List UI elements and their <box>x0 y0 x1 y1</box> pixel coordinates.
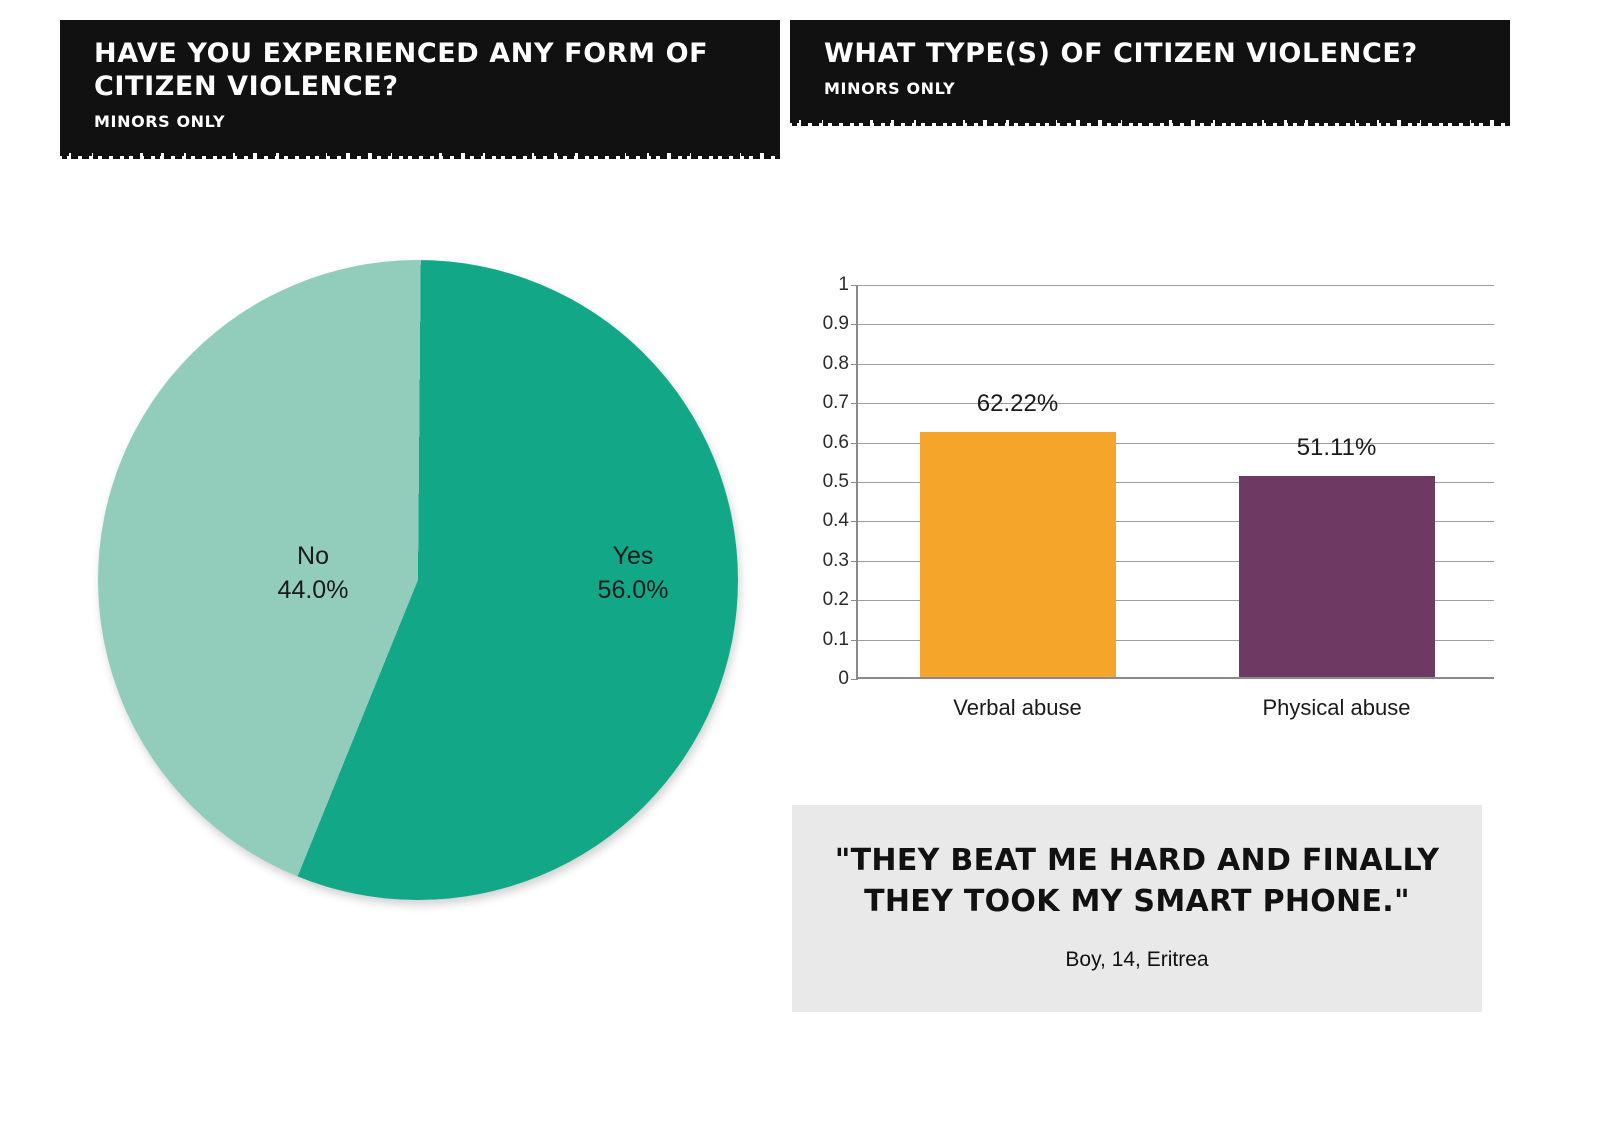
quote-box <box>792 805 1482 1012</box>
bar-value-label: 51.11% <box>1296 433 1377 461</box>
y-axis-tick-label: 1 <box>838 274 849 295</box>
y-axis-tick-mark <box>851 324 858 325</box>
pie-chart-subtitle: MINORS ONLY <box>94 111 226 131</box>
y-axis-tick-mark <box>851 482 858 483</box>
y-axis-tick-label: 0.8 <box>822 352 849 374</box>
pie-slice-name-no: No <box>297 542 329 570</box>
pie-slice-value-no: 44.0% <box>277 575 349 604</box>
bar-chart <box>800 255 1500 725</box>
pie-slice-value-yes: 56.0% <box>597 575 669 604</box>
pie-slice-name-yes: Yes <box>612 542 654 570</box>
pie-chart <box>98 260 738 900</box>
y-axis-tick-label: 0.6 <box>822 431 849 453</box>
gridline <box>858 324 1494 325</box>
bar-chart-title: WHAT TYPE(S) OF CITIZEN VIOLENCE? <box>824 38 1418 69</box>
gridline <box>858 285 1494 286</box>
y-axis-tick-label: 0.1 <box>822 628 849 650</box>
bar-chart-plot-area <box>822 274 1494 720</box>
y-axis-tick-mark <box>851 521 858 522</box>
y-axis-tick-mark <box>851 600 858 601</box>
y-axis-tick-mark <box>851 640 858 641</box>
y-axis-tick-mark <box>851 443 858 444</box>
bar-physical-abuse <box>1239 476 1435 677</box>
bar-chart-panel <box>790 20 1510 1050</box>
bar-chart-subtitle: MINORS ONLY <box>824 78 956 98</box>
bar-value-label: 62.22% <box>976 389 1059 417</box>
x-axis-category-label: Physical abuse <box>1262 695 1411 720</box>
y-axis-tick-mark <box>851 561 858 562</box>
pie-slice-label-no <box>218 540 408 608</box>
y-axis-tick-label: 0.2 <box>822 589 849 611</box>
y-axis-tick-label: 0.4 <box>822 510 849 532</box>
x-axis-category-label: Verbal abuse <box>953 695 1082 720</box>
pie-chart-title: HAVE YOU EXPERIENCED ANY FORM OF CITIZEN VIOLENCE? <box>94 38 709 102</box>
y-axis-tick-mark <box>851 285 858 286</box>
quote-attribution: Boy, 14, Eritrea <box>1065 948 1209 971</box>
y-axis-tick-label: 0.9 <box>822 313 849 335</box>
bar-verbal-abuse <box>920 432 1116 677</box>
y-axis-tick-mark <box>851 364 858 365</box>
y-axis-tick-mark <box>851 679 858 680</box>
y-axis-tick-label: 0 <box>838 668 849 689</box>
pie-chart-banner <box>60 20 780 153</box>
y-axis-tick-label: 0.3 <box>822 549 849 571</box>
quote-text: "THEY BEAT ME HARD AND FINALLY THEY TOOK MY SMART PHONE." <box>834 843 1440 919</box>
pie-slice-label-yes <box>538 540 728 608</box>
y-axis-tick-mark <box>851 403 858 404</box>
pie-chart-panel <box>60 20 780 1020</box>
y-axis-tick-label: 0.5 <box>822 471 849 492</box>
gridline <box>858 364 1494 365</box>
y-axis-tick-label: 0.7 <box>822 392 849 414</box>
gridline <box>858 403 1494 404</box>
bar-chart-banner <box>790 20 1510 120</box>
